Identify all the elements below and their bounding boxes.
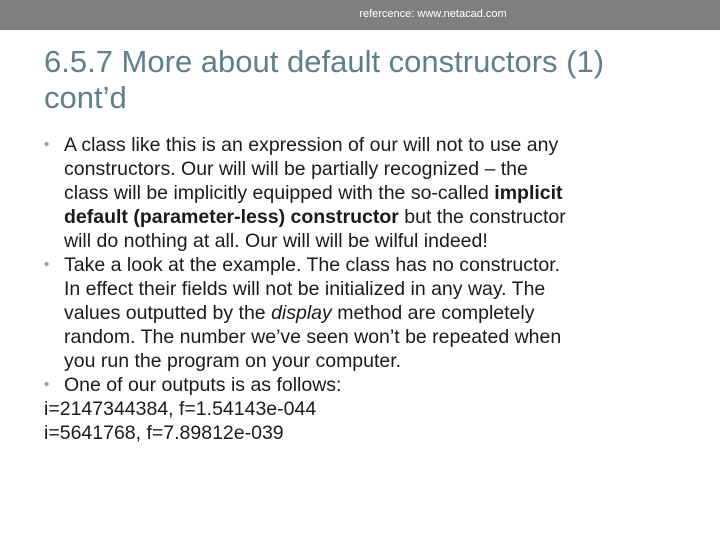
bullet-dot-icon: • (44, 256, 50, 273)
text-run: In effect their fields will not be initialized in any way. The (64, 278, 546, 300)
bullet-dot-icon: • (44, 376, 50, 393)
bullet-1-line-3 (64, 181, 704, 205)
bullet-2-line-1 (64, 253, 704, 277)
bullet-item-3 (44, 373, 704, 397)
text-run: will do nothing at all. Our will will be wilful indeed! (64, 230, 488, 252)
italic-term-display: display (271, 302, 332, 324)
text-run: method are completely (331, 302, 535, 324)
bullet-2-line-2 (64, 277, 704, 301)
text-run: A class like this is an expression of our will not to use any (64, 134, 559, 156)
bullet-1-line-2 (64, 157, 704, 181)
bullet-item-2 (44, 253, 704, 373)
text-run: One of our outputs is as follows: (64, 374, 342, 396)
bullet-2-line-5 (64, 349, 704, 373)
text-run: random. The number we’ve seen won’t be repeated when (64, 326, 562, 348)
bullet-2-line-3 (64, 301, 704, 325)
text-run: you run the program on your computer. (64, 350, 402, 372)
source-reference: refercence: www.netacad.com (359, 8, 507, 20)
text-run: but the constructor (398, 206, 566, 228)
bullet-1-line-4 (64, 205, 704, 229)
bullet-1-line-1 (64, 133, 704, 157)
bullet-2-line-4 (64, 325, 704, 349)
slide-title-line-2: cont’d (44, 80, 127, 115)
text-run: Take a look at the example. The class has no constructor. (64, 254, 561, 276)
bullet-dot-icon: • (44, 136, 50, 153)
output-line-2: i=5641768, f=7.89812e-039 (44, 422, 284, 444)
bullet-item-1 (44, 133, 704, 253)
bullet-1-line-5 (64, 229, 704, 253)
bullet-3-line-1 (64, 373, 704, 397)
output-line-1: i=2147344384, f=1.54143e-044 (44, 398, 317, 420)
slide-body (44, 133, 704, 445)
bold-term-implicit: implicit (494, 182, 563, 204)
text-run: values outputted by the (64, 302, 272, 324)
header-bar (0, 0, 720, 30)
slide-title-line-1: 6.5.7 More about default constructors (1) (44, 44, 605, 79)
bold-term-default-constructor: default (parameter-less) constructor (64, 206, 399, 228)
text-run: class will be implicitly equipped with the so-called (64, 182, 495, 204)
slide-title (44, 44, 684, 116)
text-run: constructors. Our will will be partially recognized – the (64, 158, 528, 180)
